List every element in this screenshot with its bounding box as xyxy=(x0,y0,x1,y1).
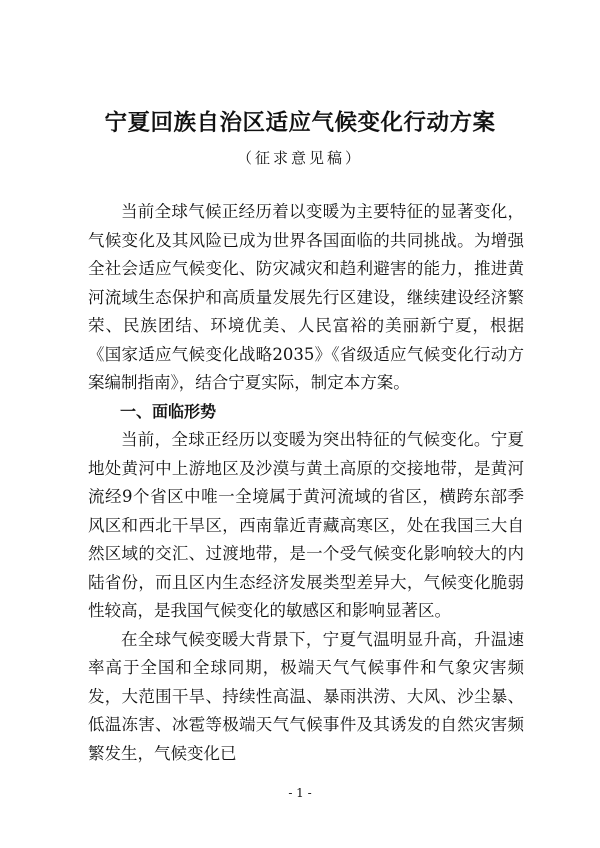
document-title: 宁夏回族自治区适应气候变化行动方案 xyxy=(104,110,496,136)
section-paragraph: 在全球气候变暖大背景下，宁夏气温明显升高，升温速率高于全国和全球同期，极端天气气候事件和气象灾害频发，大范围干旱、持续性高温、暴雨洪涝、大风、沙尘暴、低温冻害、冰雹等极端天气气候事件及其诱发的自然灾害频繁发生，气候变化已 xyxy=(88,629,524,763)
page-number: - 1 - xyxy=(288,786,312,800)
intro-paragraph: 当前全球气候正经历着以变暖为主要特征的显著变化，气候变化及其风险已成为世界各国面临的共同挑战。为增强全社会适应气候变化、防灾减灾和趋利避害的能力，推进黄河流域生态保护和高质量发展先行区建设，继续建设经济繁荣、民族团结、环境优美、人民富裕的美丽新宁夏，根据《国家适应气候变化战略2035》《省级适应气候变化行动方案编制指南》，结合宁夏实际，制定本方案。 xyxy=(88,202,524,392)
section-paragraph: 当前，全球正经历以变暖为突出特征的气候变化。宁夏地处黄河中上游地区及沙漠与黄土高原的交接地带，是黄河流经9个省区中唯一全境属于黄河流域的省区，横跨东部季风区和西北干旱区，西南靠近青藏高寒区，处在我国三大自然区域的交汇、过渡地带，是一个受气候变化影响较大的内陆省份，而且区内生态经济发展类型差异大，气候变化脆弱性较高，是我国气候变化的敏感区和影响显著区。 xyxy=(88,430,524,620)
section-heading: 一、面临形势 xyxy=(120,401,217,421)
document-subtitle: （征求意见稿） xyxy=(236,149,363,167)
document-body xyxy=(88,198,524,768)
